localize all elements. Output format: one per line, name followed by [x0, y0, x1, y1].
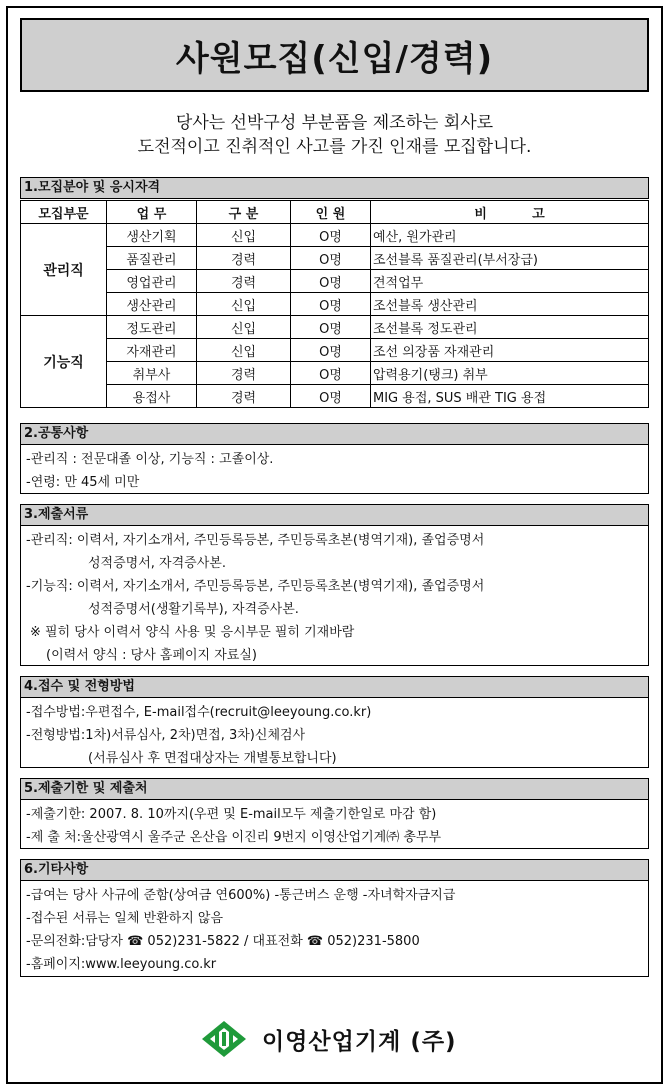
table-header-row: [21, 201, 649, 224]
job-cell: 영업관리: [107, 270, 197, 293]
section-5-line-2: -제 출 처:울산광역시 울주군 온산읍 이진리 9번지 이영산업기계㈜ 총무부: [26, 830, 442, 845]
type-cell: 신입: [197, 339, 291, 362]
type-cell: 신입: [197, 293, 291, 316]
table-row: [21, 270, 649, 293]
section-6-heading: 6.기타사항: [20, 859, 649, 881]
company-logo: [200, 1016, 500, 1062]
type-cell: 경력: [197, 362, 291, 385]
note-cell: 견적업무: [371, 270, 649, 293]
note-cell: 압력용기(탱크) 취부: [371, 362, 649, 385]
type-cell: 신입: [197, 224, 291, 247]
intro-line-1: 당사는 선박구성 부분품을 제조하는 회사로: [175, 113, 494, 133]
section-3-line-4: 성적증명서(생활기록부), 자격증사본.: [88, 602, 299, 617]
section-4-line-1: -접수방법:우편접수, E-mail접수(recruit@leeyoung.co.kr): [26, 705, 372, 720]
section-6-line-2: -접수된 서류는 일체 반환하지 않음: [26, 911, 224, 926]
type-cell: 경력: [197, 385, 291, 408]
type-cell: 경력: [197, 247, 291, 270]
table-row: [21, 339, 649, 362]
type-cell: 경력: [197, 270, 291, 293]
section-2-heading: 2.공통사항: [20, 423, 649, 445]
count-cell: O명: [291, 224, 371, 247]
header-department: 모집부문: [21, 201, 107, 224]
page-title: 사원모집(신입/경력): [20, 18, 649, 92]
note-cell: MIG 용접, SUS 배관 TIG 용접: [371, 385, 649, 408]
section-3-note: ※ 필히 당사 이력서 양식 사용 및 응시부문 필히 기재바람: [30, 625, 355, 640]
header-count: 인 원: [291, 201, 371, 224]
category-technical: 기능직: [21, 316, 107, 408]
table-row: [21, 385, 649, 408]
section-5-heading: 5.제출기한 및 제출처: [20, 778, 649, 800]
company-name: 이영산업기계 (주): [262, 1028, 457, 1055]
section-3-heading: 3.제출서류: [20, 504, 649, 526]
count-cell: O명: [291, 316, 371, 339]
company-logo-icon: [200, 1019, 248, 1059]
section-5-line-1: -제출기한: 2007. 8. 10까지(우편 및 E-mail모두 제출기한일로 마감 함): [26, 807, 437, 822]
count-cell: O명: [291, 293, 371, 316]
section-4-heading: 4.접수 및 전형방법: [20, 676, 649, 698]
intro-line-2: 도전적이고 진취적인 사고를 가진 인재를 모집합니다.: [137, 137, 532, 157]
job-cell: 취부사: [107, 362, 197, 385]
table-row: [21, 247, 649, 270]
section-3-line-3: -기능직: 이력서, 자기소개서, 주민등록등본, 주민등록초본(병역기재), 졸업증명서: [26, 579, 485, 594]
section-6-line-1: -급여는 당사 사규에 준함(상여금 연600%) -통근버스 운행 -자녀학자금지급: [26, 888, 456, 903]
header-note: 비 고: [371, 201, 649, 224]
type-cell: 신입: [197, 316, 291, 339]
section-2-line-2: -연령: 만 45세 미만: [26, 475, 140, 490]
note-cell: 예산, 원가관리: [371, 224, 649, 247]
note-cell: 조선 의장품 자재관리: [371, 339, 649, 362]
job-cell: 품질관리: [107, 247, 197, 270]
count-cell: O명: [291, 270, 371, 293]
section-1-heading: 1.모집분야 및 응시자격: [20, 177, 649, 199]
job-cell: 생산기획: [107, 224, 197, 247]
section-2-line-1: -관리직 : 전문대졸 이상, 기능직 : 고졸이상.: [26, 452, 274, 467]
recruitment-table: [20, 200, 649, 408]
section-6-line-4: -홈페이지:www.leeyoung.co.kr: [26, 957, 217, 972]
section-3-line-2: 성적증명서, 자격증사본.: [88, 556, 226, 571]
table-row: [21, 224, 649, 247]
section-4-line-2: -전형방법:1차)서류심사, 2차)면접, 3차)신체검사: [26, 728, 306, 743]
job-cell: 자재관리: [107, 339, 197, 362]
count-cell: O명: [291, 247, 371, 270]
header-type: 구 분: [197, 201, 291, 224]
job-cell: 생산관리: [107, 293, 197, 316]
header-job: 업 무: [107, 201, 197, 224]
table-row: [21, 362, 649, 385]
note-cell: 조선블록 생산관리: [371, 293, 649, 316]
note-cell: 조선블록 품질관리(부서장급): [371, 247, 649, 270]
section-3-line-1: -관리직: 이력서, 자기소개서, 주민등록등본, 주민등록초본(병역기재), 졸업증명서: [26, 533, 485, 548]
category-management: 관리직: [21, 224, 107, 316]
section-6-line-3: -문의전화:담당자 ☎ 052)231-5822 / 대표전화 ☎ 052)231-5800: [26, 934, 420, 949]
table-row: [21, 293, 649, 316]
job-cell: 용접사: [107, 385, 197, 408]
count-cell: O명: [291, 339, 371, 362]
job-cell: 정도관리: [107, 316, 197, 339]
count-cell: O명: [291, 385, 371, 408]
note-cell: 조선블록 정도관리: [371, 316, 649, 339]
count-cell: O명: [291, 362, 371, 385]
section-3-note-detail: (이력서 양식 : 당사 홈페이지 자료실): [46, 648, 257, 663]
section-4-line-3: (서류심사 후 면접대상자는 개별통보합니다): [88, 751, 337, 766]
table-row: [21, 316, 649, 339]
